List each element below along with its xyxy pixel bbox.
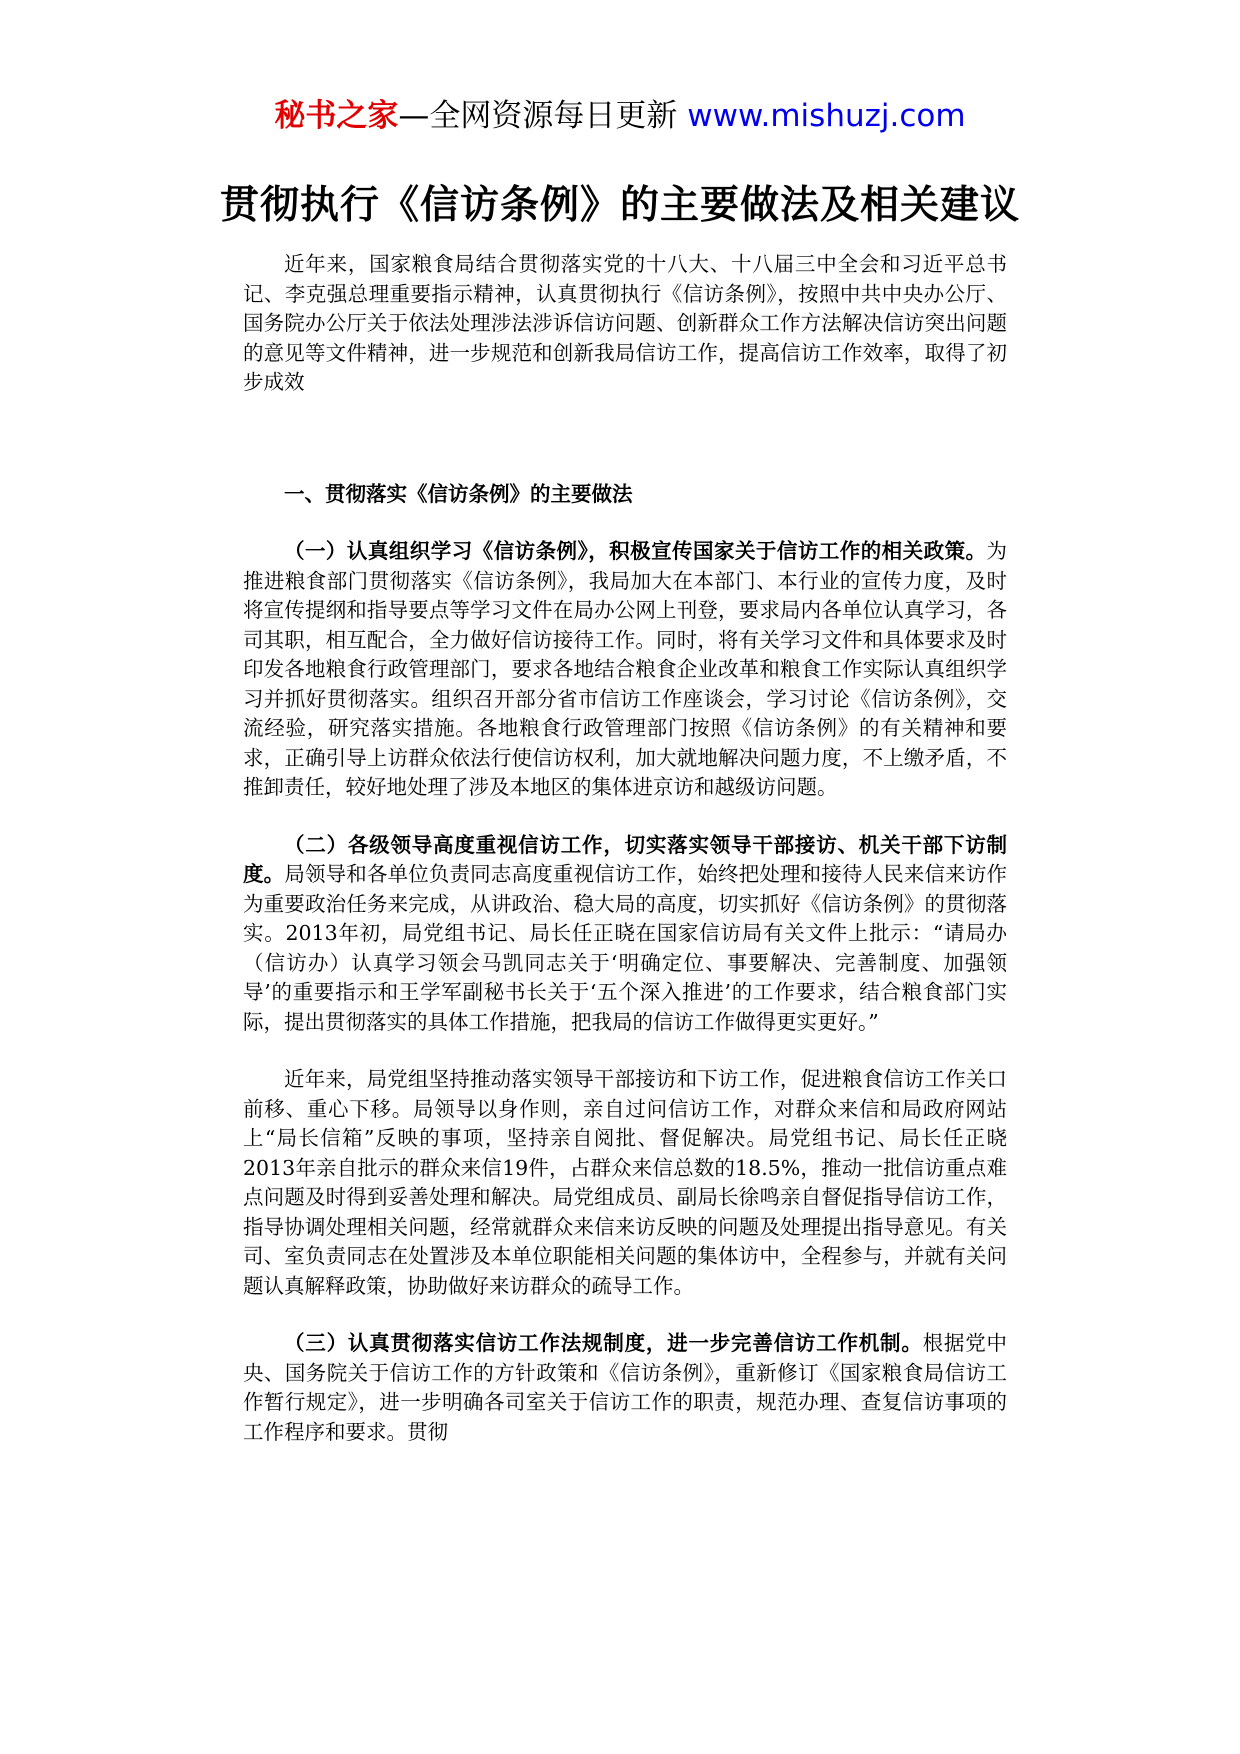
item-2-lead: （二）各级领导高度重视信访工作，切实落实领导干部接访、机关干部下访制度。 <box>243 832 1007 886</box>
site-tagline: —全网资源每日更新 <box>398 98 688 134</box>
document-body <box>243 250 1007 1475</box>
item-3-text: 根据党中央、国务院关于信访工作的方针政策和《信访条例》，重新修订《国家粮食局信访工作暂行规定》，进一步明确各司室关于信访工作的职责，规范办理、查复信访事项的工作程序和要求。贯彻 <box>243 1331 1008 1444</box>
site-brand: 秘书之家 <box>274 98 399 134</box>
section-heading: 一、贯彻落实《信访条例》的主要做法 <box>284 481 633 506</box>
site-header <box>0 96 1240 136</box>
item-1-paragraph <box>243 537 1007 803</box>
paragraph-3: 近年来，局党组坚持推动落实领导干部接访和下访工作，促进粮食信访工作关口前移、重心下移。局领导以身作则，亲自过问信访工作，对群众来信和局政府网站上“局长信箱”反映的事项，坚持亲自阅批、督促解决。局党组书记、局长任正晓2013年亲自批示的群众来信19件，占群众来信总数的18.5%，推动一批信访重点难点问题及时得到妥善处理和解决。局党组成员、副局长徐鸣亲自督促指导信访工作，指导协调处理相关问题，经常就群众来信来访反映的问题及处理提出指导意见。有关司、室负责同志在处置涉及本单位职能相关问题的集体访中，全程参与，并就有关问题认真解释政策，协助做好来访群众的疏导工作。 <box>243 1067 1007 1298</box>
site-url-link[interactable]: www.mishuzj.com <box>687 98 966 134</box>
item-1-text: 为推进粮食部门贯彻落实《信访条例》，我局加大在本部门、本行业的宣传力度，及时将宣传提纲和指导要点等学习文件在局办公网上刊登，要求局内各单位认真学习，各司其职，相互配合，全力做好信访接待工作。同时，将有关学习文件和具体要求及时印发各地粮食行政管理部门，要求各地结合粮食企业改革和粮食工作实际认真组织学习并抓好贯彻落实。组织召开部分省市信访工作座谈会，学习讨论《信访条例》，交流经验，研究落实措施。各地粮食行政管理部门按照《信访条例》的有关精神和要求，正确引导上访群众依法行使信访权利，加大就地解决问题力度，不上缴矛盾，不推卸责任，较好地处理了涉及本地区的集体进京访和越级访问题。 <box>243 539 1007 799</box>
intro-paragraph: 近年来，国家粮食局结合贯彻落实党的十八大、十八届三中全会和习近平总书记、李克强总理重要指示精神，认真贯彻执行《信访条例》，按照中共中央办公厅、国务院办公厅关于依法处理涉法涉诉信访问题、创新群众工作方法解决信访突出问题的意见等文件精神，进一步规范和创新我局信访工作，提高信访工作效率，取得了初步成效 <box>243 252 1007 394</box>
item-2-paragraph <box>243 831 1007 1038</box>
item-2-text: 局领导和各单位负责同志高度重视信访工作，始终把处理和接待人民来信来访作为重要政治任务来完成，从讲政治、稳大局的高度，切实抓好《信访条例》的贯彻落实。2013年初，局党组书记、局长任正晓在国家信访局有关文件上批示：“请局办（信访办）认真学习领会马凯同志关于‘明确定位、事要解决、完善制度、加强领导’的重要指示和王学军副秘书长关于‘五个深入推进’的工作要求，结合粮食部门实际，提出贯彻落实的具体工作措施，把我局的信访工作做得更实更好。” <box>243 862 1008 1034</box>
item-3-paragraph <box>243 1329 1007 1447</box>
item-1-lead: （一）认真组织学习《信访条例》，积极宣传国家关于信访工作的相关政策。 <box>284 539 987 563</box>
document-title: 贯彻执行《信访条例》的主要做法及相关建议 <box>219 182 1020 228</box>
item-3-lead: （三）认真贯彻落实信访工作法规制度，进一步完善信访工作机制。 <box>284 1331 923 1355</box>
